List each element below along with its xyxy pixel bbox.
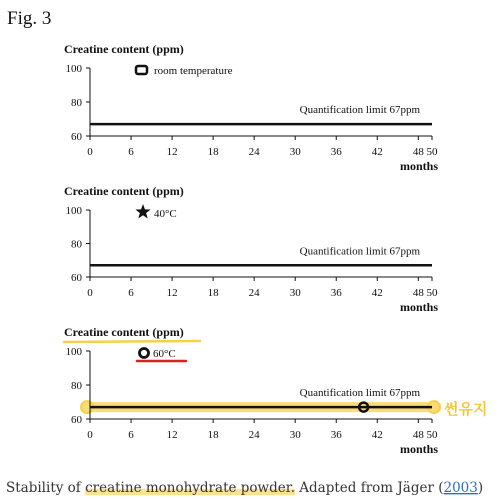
quantification-limit-label: Quantification limit 67ppm <box>299 245 420 258</box>
x-tick-label: 42 <box>371 146 383 158</box>
x-tick-label: 0 <box>87 146 93 158</box>
x-tick-label: 12 <box>166 429 178 441</box>
handwritten-annotation: 썬유지 <box>444 402 488 418</box>
y-tick-label: 60 <box>71 414 82 426</box>
x-tick-label: 48 <box>412 287 424 299</box>
x-tick-label: 30 <box>289 287 301 299</box>
x-tick-label: 36 <box>330 146 342 158</box>
chart-panel-3 <box>64 325 440 456</box>
x-tick-label: 36 <box>330 287 342 299</box>
y-tick-label: 80 <box>71 238 82 251</box>
x-tick-label: 0 <box>87 287 93 299</box>
caption-highlight: creatine monohydrate powder. <box>85 480 295 496</box>
x-axis-label: months <box>399 442 438 456</box>
chart-panel-1 <box>64 42 438 173</box>
x-tick-label: 42 <box>371 287 383 299</box>
caption <box>6 480 483 496</box>
x-tick-label: 42 <box>371 429 383 441</box>
legend-marker-circle <box>140 349 149 358</box>
x-tick-label: 50 <box>426 429 438 441</box>
x-tick-label: 50 <box>426 146 438 158</box>
quantification-limit-label: Quantification limit 67ppm <box>299 387 420 400</box>
y-axis-label: Creatine content (ppm) <box>64 325 184 339</box>
legend-marker-square <box>136 66 147 74</box>
y-tick-label: 100 <box>65 63 82 75</box>
x-tick-label: 6 <box>128 287 134 299</box>
x-tick-label: 12 <box>166 146 178 158</box>
caption-text-start: Stability of <box>6 480 86 496</box>
y-axis-label: Creatine content (ppm) <box>64 184 184 198</box>
x-tick-label: 50 <box>426 287 438 299</box>
caption-link-2003[interactable]: 2003 <box>443 480 478 496</box>
legend-label: 60°C <box>153 348 176 360</box>
caption-close-paren: ) <box>477 480 484 496</box>
x-axis-label: months <box>399 159 438 173</box>
y-tick-label: 60 <box>71 131 82 143</box>
x-tick-label: 48 <box>412 146 424 158</box>
x-tick-label: 18 <box>207 429 219 441</box>
y-tick-label: 100 <box>65 205 82 217</box>
chart-panel-2 <box>64 184 438 314</box>
x-tick-label: 30 <box>289 146 301 158</box>
y-tick-label: 100 <box>65 346 82 358</box>
ylabel-underline <box>64 341 200 342</box>
x-tick-label: 12 <box>166 287 178 299</box>
x-tick-label: 6 <box>128 429 134 441</box>
x-tick-label: 48 <box>412 429 424 441</box>
x-tick-label: 6 <box>128 146 134 158</box>
x-tick-label: 24 <box>248 429 260 441</box>
y-tick-label: 80 <box>71 97 82 109</box>
y-tick-label: 80 <box>71 380 82 392</box>
charts-group <box>64 42 440 456</box>
legend-marker-star <box>135 204 150 218</box>
x-axis-label: months <box>399 300 438 314</box>
x-tick-label: 0 <box>87 429 93 441</box>
legend-label: 40°C <box>154 208 177 220</box>
figure-label: Fig. 3 <box>7 8 52 29</box>
quantification-limit-label: Quantification limit 67ppm <box>299 104 420 117</box>
x-tick-label: 24 <box>248 287 260 299</box>
x-tick-label: 24 <box>248 146 260 158</box>
legend-label: room temperature <box>154 65 233 77</box>
x-tick-label: 36 <box>330 429 342 441</box>
x-tick-label: 18 <box>207 287 219 299</box>
x-tick-label: 30 <box>289 429 301 441</box>
x-tick-label: 18 <box>207 146 219 158</box>
caption-text-source: Adapted from Jäger ( <box>295 480 444 496</box>
y-axis-label: Creatine content (ppm) <box>64 42 184 56</box>
y-tick-label: 60 <box>71 272 82 284</box>
